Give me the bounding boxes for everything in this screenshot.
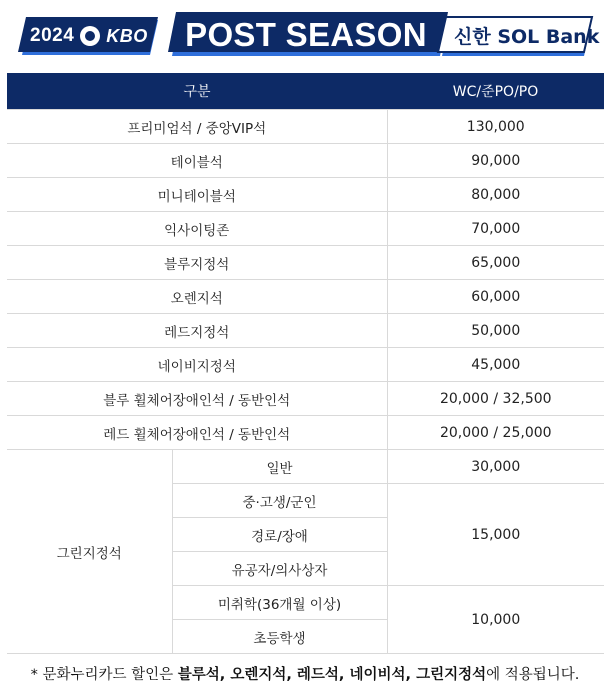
- header-banner: [0, 0, 610, 70]
- table-header-row: [7, 73, 604, 110]
- kbo-badge: [30, 19, 148, 53]
- footnote-suffix: 에 적용됩니다.: [486, 667, 580, 683]
- seat-category: 레드지정석: [7, 314, 387, 348]
- green-price: 30,000: [387, 450, 604, 484]
- seat-price: 80,000: [387, 178, 604, 212]
- league-label: KBO: [106, 25, 148, 46]
- table-row: [7, 246, 604, 280]
- seat-category: 테이블석: [7, 144, 387, 178]
- table-row: [7, 348, 604, 382]
- green-price: 15,000: [387, 484, 604, 586]
- green-sub-category: 경로/장애: [172, 518, 387, 552]
- seat-price: 65,000: [387, 246, 604, 280]
- table-row: [7, 314, 604, 348]
- green-sub-category: 유공자/의사상자: [172, 552, 387, 586]
- table-row: [7, 382, 604, 416]
- seat-category: 프리미엄석 / 중앙VIP석: [7, 110, 387, 144]
- seat-price: 90,000: [387, 144, 604, 178]
- header-price: WC/준PO/PO: [387, 73, 604, 110]
- green-sub-category: 일반: [172, 450, 387, 484]
- footnote-bold: 블루석, 오렌지석, 레드석, 네이비석, 그린지정석: [177, 667, 487, 683]
- table-row: [7, 144, 604, 178]
- seat-category: 네이비지정석: [7, 348, 387, 382]
- table-row: [7, 416, 604, 450]
- seat-price: 45,000: [387, 348, 604, 382]
- footnote: [0, 663, 610, 684]
- seat-price: 50,000: [387, 314, 604, 348]
- green-price: 10,000: [387, 586, 604, 654]
- green-sub-category: 미취학(36개월 이상): [172, 586, 387, 620]
- page-title: POST SEASON: [185, 16, 427, 53]
- footnote-prefix: * 문화누리카드 할인은: [30, 667, 178, 683]
- seat-category: 블루 휠체어장애인석 / 동반인석: [7, 382, 387, 416]
- green-sub-category: 초등학생: [172, 620, 387, 654]
- seat-category: 레드 휠체어장애인석 / 동반인석: [7, 416, 387, 450]
- kbo-logo-icon: [80, 26, 100, 46]
- header-category: 구분: [7, 73, 387, 110]
- sponsor-label: 신한 SOL Bank: [454, 26, 600, 48]
- table-row: [7, 178, 604, 212]
- green-sub-category: 중·고생/군인: [172, 484, 387, 518]
- price-table: [7, 73, 604, 654]
- table-row: [7, 450, 604, 484]
- green-seat-category: 그린지정석: [7, 450, 172, 654]
- seat-price: 20,000 / 32,500: [387, 382, 604, 416]
- seat-category: 오렌지석: [7, 280, 387, 314]
- table-row: [7, 110, 604, 144]
- year-label: 2024: [30, 25, 75, 46]
- seat-price: 130,000: [387, 110, 604, 144]
- seat-category: 익사이팅존: [7, 212, 387, 246]
- seat-category: 블루지정석: [7, 246, 387, 280]
- table-row: [7, 280, 604, 314]
- seat-price: 20,000 / 25,000: [387, 416, 604, 450]
- seat-price: 60,000: [387, 280, 604, 314]
- seat-category: 미니테이블석: [7, 178, 387, 212]
- table-row: [7, 212, 604, 246]
- seat-price: 70,000: [387, 212, 604, 246]
